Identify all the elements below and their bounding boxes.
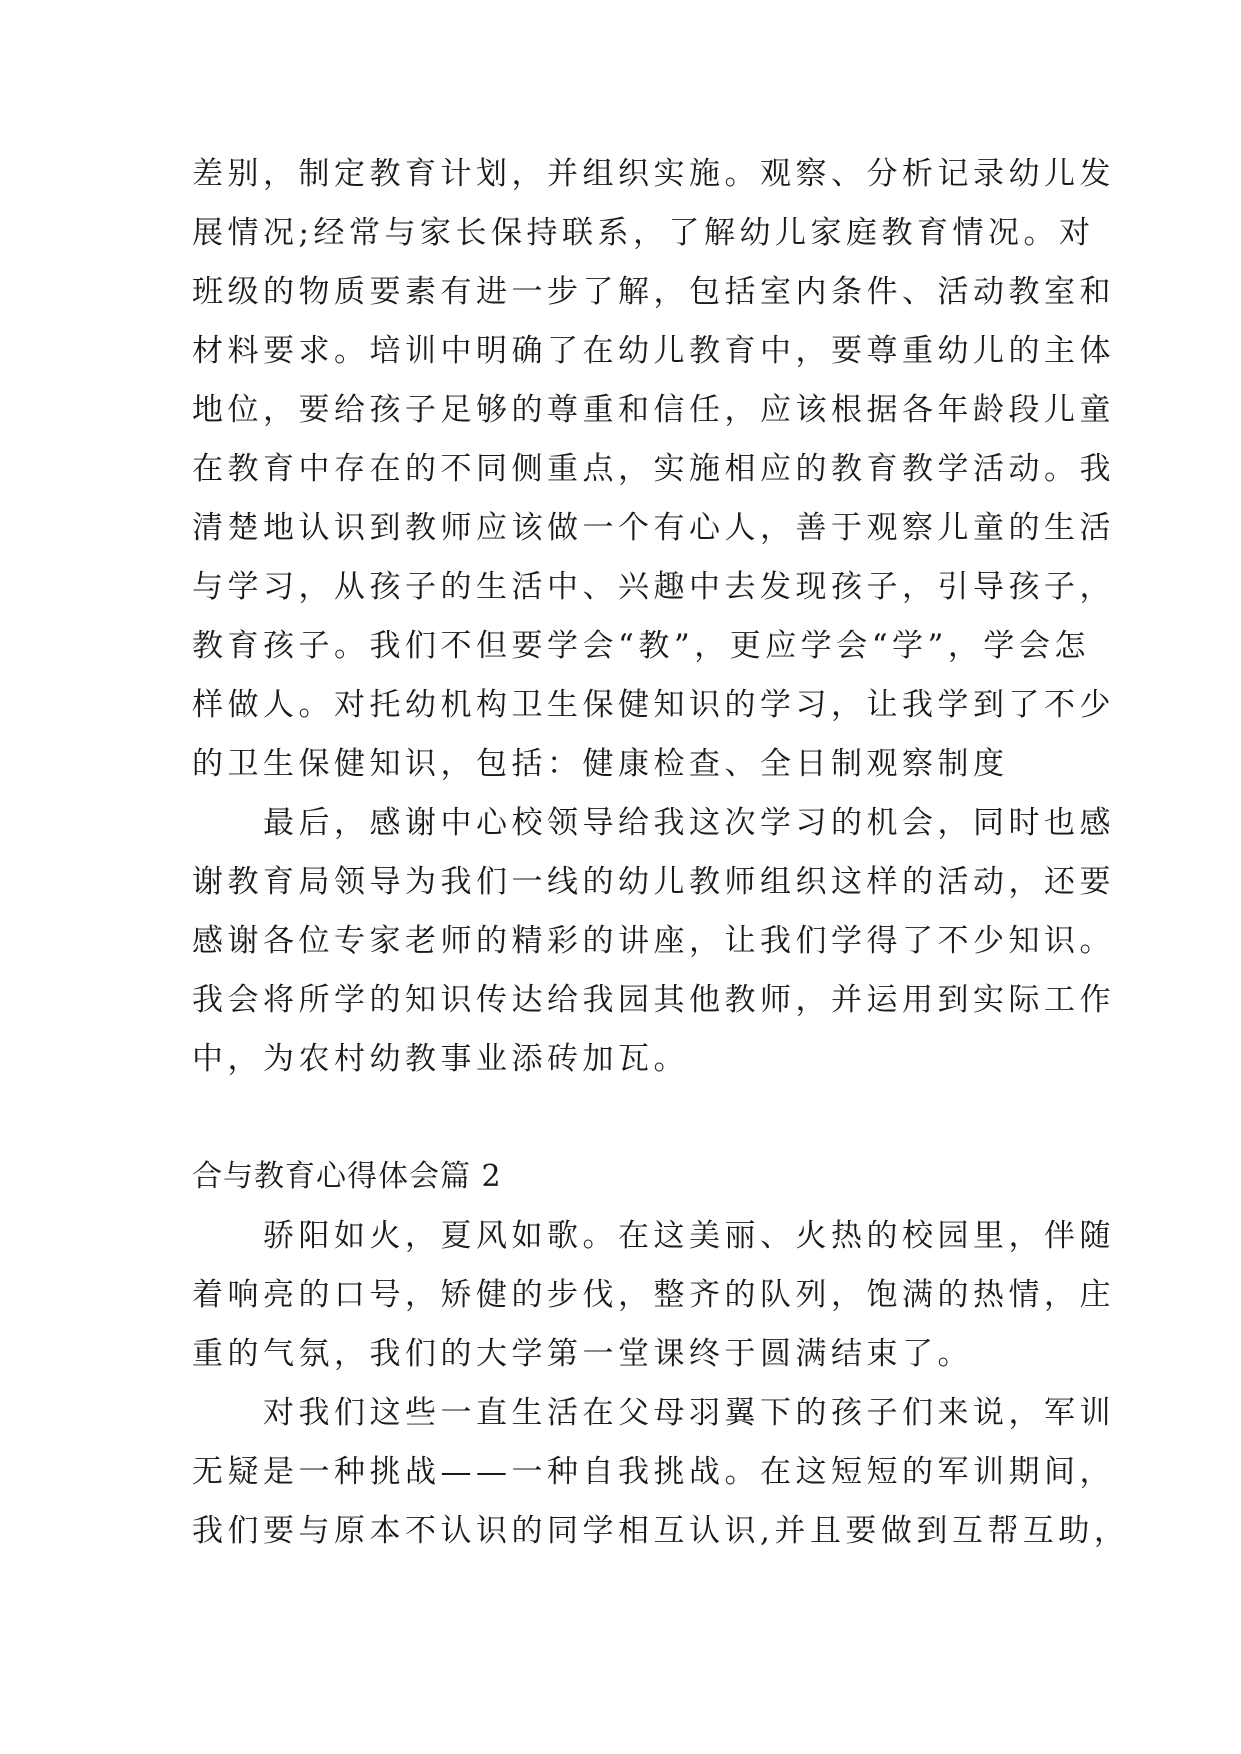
text-line: 我们要与原本不认识的同学相互认识,并且要做到互帮互助， <box>192 1513 1130 1549</box>
text-line: 班级的物质要素有进一步了解，包括室内条件、活动教室和 <box>192 274 1115 310</box>
text-line: 与学习，从孩子的生活中、兴趣中去发现孩子，引导孩子， <box>192 569 1115 605</box>
text-line: 教育孩子。我们不但要学会“教”，更应学会“学”，学会怎 <box>192 628 1090 664</box>
text-line: 材料要求。培训中明确了在幼儿教育中，要尊重幼儿的主体 <box>192 333 1115 369</box>
text-line: 谢教育局领导为我们一线的幼儿教师组织这样的活动，还要 <box>192 864 1115 900</box>
text-line: 无疑是一种挑战——一种自我挑战。在这短短的军训期间， <box>192 1454 1115 1490</box>
text-line: 最后，感谢中心校领导给我这次学习的机会，同时也感 <box>192 805 1115 841</box>
text-line: 着响亮的口号，矫健的步伐，整齐的队列，饱满的热情，庄 <box>192 1277 1115 1313</box>
text-line: 重的气氛，我们的大学第一堂课终于圆满结束了。 <box>192 1336 973 1372</box>
text-line: 展情况;经常与家长保持联系，了解幼儿家庭教育情况。对 <box>192 215 1095 251</box>
text-line: 中，为农村幼教事业添砖加瓦。 <box>192 1041 689 1077</box>
text-line: 对我们这些一直生活在父母羽翼下的孩子们来说，军训 <box>192 1395 1115 1431</box>
text-line: 我会将所学的知识传达给我园其他教师，并运用到实际工作 <box>192 982 1115 1018</box>
text-line: 清楚地认识到教师应该做一个有心人，善于观察儿童的生活 <box>192 510 1115 546</box>
text-line: 感谢各位专家老师的精彩的讲座，让我们学得了不少知识。 <box>192 923 1115 959</box>
text-line: 在教育中存在的不同侧重点，实施相应的教育教学活动。我 <box>192 451 1115 487</box>
section-heading: 合与教育心得体会篇 2 <box>192 1159 502 1194</box>
text-line: 地位，要给孩子足够的尊重和信任，应该根据各年龄段儿童 <box>192 392 1115 428</box>
text-line: 差别，制定教育计划，并组织实施。观察、分析记录幼儿发 <box>192 156 1115 192</box>
text-line: 的卫生保健知识，包括：健康检查、全日制观察制度 <box>192 746 1009 782</box>
text-line: 骄阳如火，夏风如歌。在这美丽、火热的校园里，伴随 <box>192 1218 1115 1254</box>
text-line: 样做人。对托幼机构卫生保健知识的学习，让我学到了不少 <box>192 687 1115 723</box>
